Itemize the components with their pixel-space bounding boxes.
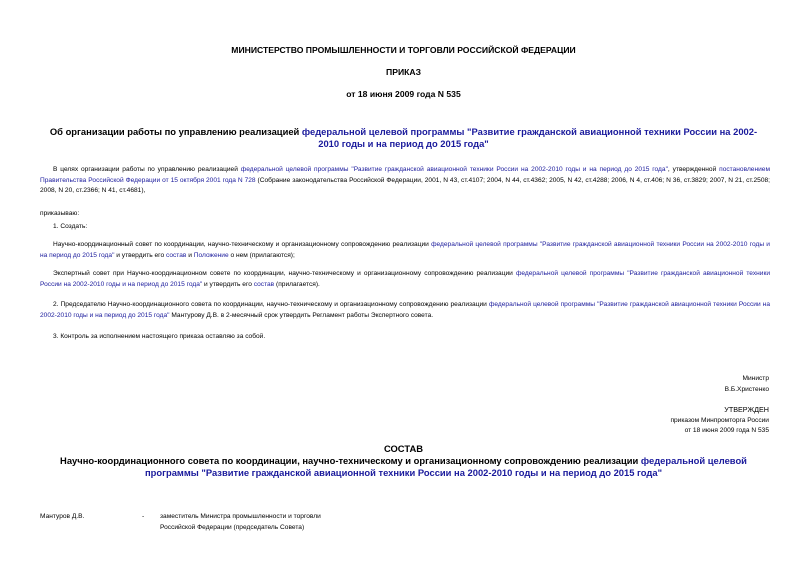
- doc-date-number: от 18 июня 2009 года N 535: [346, 89, 461, 99]
- signature-name: В.Б.Христенко: [724, 385, 769, 393]
- composition-subtitle: [40, 455, 767, 479]
- item-1: 1. Создать:: [53, 223, 88, 230]
- intro-text: (Собрание законодательства Российской Федерации, 2001, N 43, ст.4107; 2004, N 44, ст.4362; 2005, N 42, ст.4288; 2006, N 4, ст.406; N 36, ст.3829; 2007, N 21, ст.2508; 2008, N 20, ст.2366; N 41, ст.4681),: [40, 176, 771, 195]
- council-text: и: [186, 251, 194, 259]
- member-role-line: Российской Федерации (председатель Совета): [160, 523, 305, 531]
- expert-composition-link[interactable]: состав: [253, 280, 275, 288]
- council-text: Научно-координационный совет по координации, научно-техническому и организационному сопровождению реализации: [53, 241, 432, 248]
- approved-date: от 18 июня 2009 года N 535: [684, 427, 769, 434]
- item-2-text: Мантурову Д.В. в 2-месячный срок утвердить Регламент работы Экспертного совета.: [169, 311, 434, 319]
- order-word: приказываю:: [40, 210, 80, 217]
- member-role-line: заместитель Министра промышленности и торговли: [160, 513, 321, 520]
- doc-type: ПРИКАЗ: [386, 67, 421, 77]
- title-text: Об организации работы по управлению реализацией: [49, 126, 302, 137]
- intro-paragraph: [40, 165, 770, 197]
- composition-link[interactable]: состав: [165, 251, 187, 259]
- program-link[interactable]: федеральной целевой программы "Развитие гражданской авиационной техники России на 2002-2010 годы и на период до 2015 года": [301, 126, 758, 149]
- composition-subtitle-text: Научно-координационного совета по координации, научно-техническому и организационному сопровождению реализации: [60, 455, 641, 466]
- expert-text: Экспертный совет при Научно-координационном совете по координации, научно-техническому и организационному сопровождению реализации: [53, 270, 516, 277]
- regulation-link[interactable]: Положение: [193, 251, 229, 259]
- item-2-text: 2. Председателю Научно-координационного совета по координации, научно-техническому и организационному сопровождению реализации: [53, 301, 489, 308]
- member-role: [160, 512, 321, 533]
- council-text: и утвердить его: [114, 251, 166, 259]
- expert-paragraph: [40, 269, 770, 290]
- council-paragraph: [40, 240, 770, 261]
- member-dash: -: [142, 513, 145, 520]
- program-link[interactable]: федеральной целевой программы "Развитие гражданской авиационной техники России на 2002-2010 годы и на период до 2015 года": [40, 270, 771, 288]
- program-link[interactable]: федеральной целевой программы "Развитие гражданской авиационной техники России на 2002-2010 годы и на период до 2015 года": [240, 166, 668, 173]
- program-link[interactable]: федеральной целевой программы "Развитие гражданской авиационной техники России на 2002-2010 годы и на период до 2015 года": [40, 241, 770, 259]
- expert-text: и утвердить его: [202, 280, 254, 288]
- expert-text: (прилагается).: [274, 280, 320, 288]
- member-name: Мантуров Д.В.: [40, 513, 85, 520]
- approved-block: [670, 405, 769, 437]
- intro-text: , утвержденной: [667, 166, 720, 173]
- intro-text: В целях организации работы по управлению реализацией: [53, 166, 241, 173]
- council-text: о нем (прилагаются);: [228, 251, 295, 259]
- ministry-heading: МИНИСТЕРСТВО ПРОМЫШЛЕННОСТИ И ТОРГОВЛИ РОССИЙСКОЙ ФЕДЕРАЦИИ: [231, 45, 576, 55]
- program-link[interactable]: федеральной целевой программы "Развитие гражданской авиационной техники России на 2002-2010 годы и на период до 2015 года": [40, 301, 770, 319]
- program-link[interactable]: федеральной целевой программы "Развитие гражданской авиационной техники России на 2002-2010 годы и на период до 2015 года": [144, 455, 747, 478]
- document-title: [40, 126, 767, 150]
- composition-heading: СОСТАВ: [383, 443, 424, 454]
- approved-word: УТВЕРЖДЕН: [724, 405, 769, 414]
- resolution-link[interactable]: постановлением Правительства Российской Федерации от 15 октября 2001 года N 728: [40, 166, 770, 184]
- approved-by: приказом Минпромторга России: [670, 416, 769, 424]
- item-2: [40, 300, 770, 321]
- signature-position: Министр: [742, 375, 769, 382]
- item-3: 3. Контроль за исполнением настоящего приказа оставляю за собой.: [53, 333, 266, 340]
- signature-block: [725, 374, 769, 395]
